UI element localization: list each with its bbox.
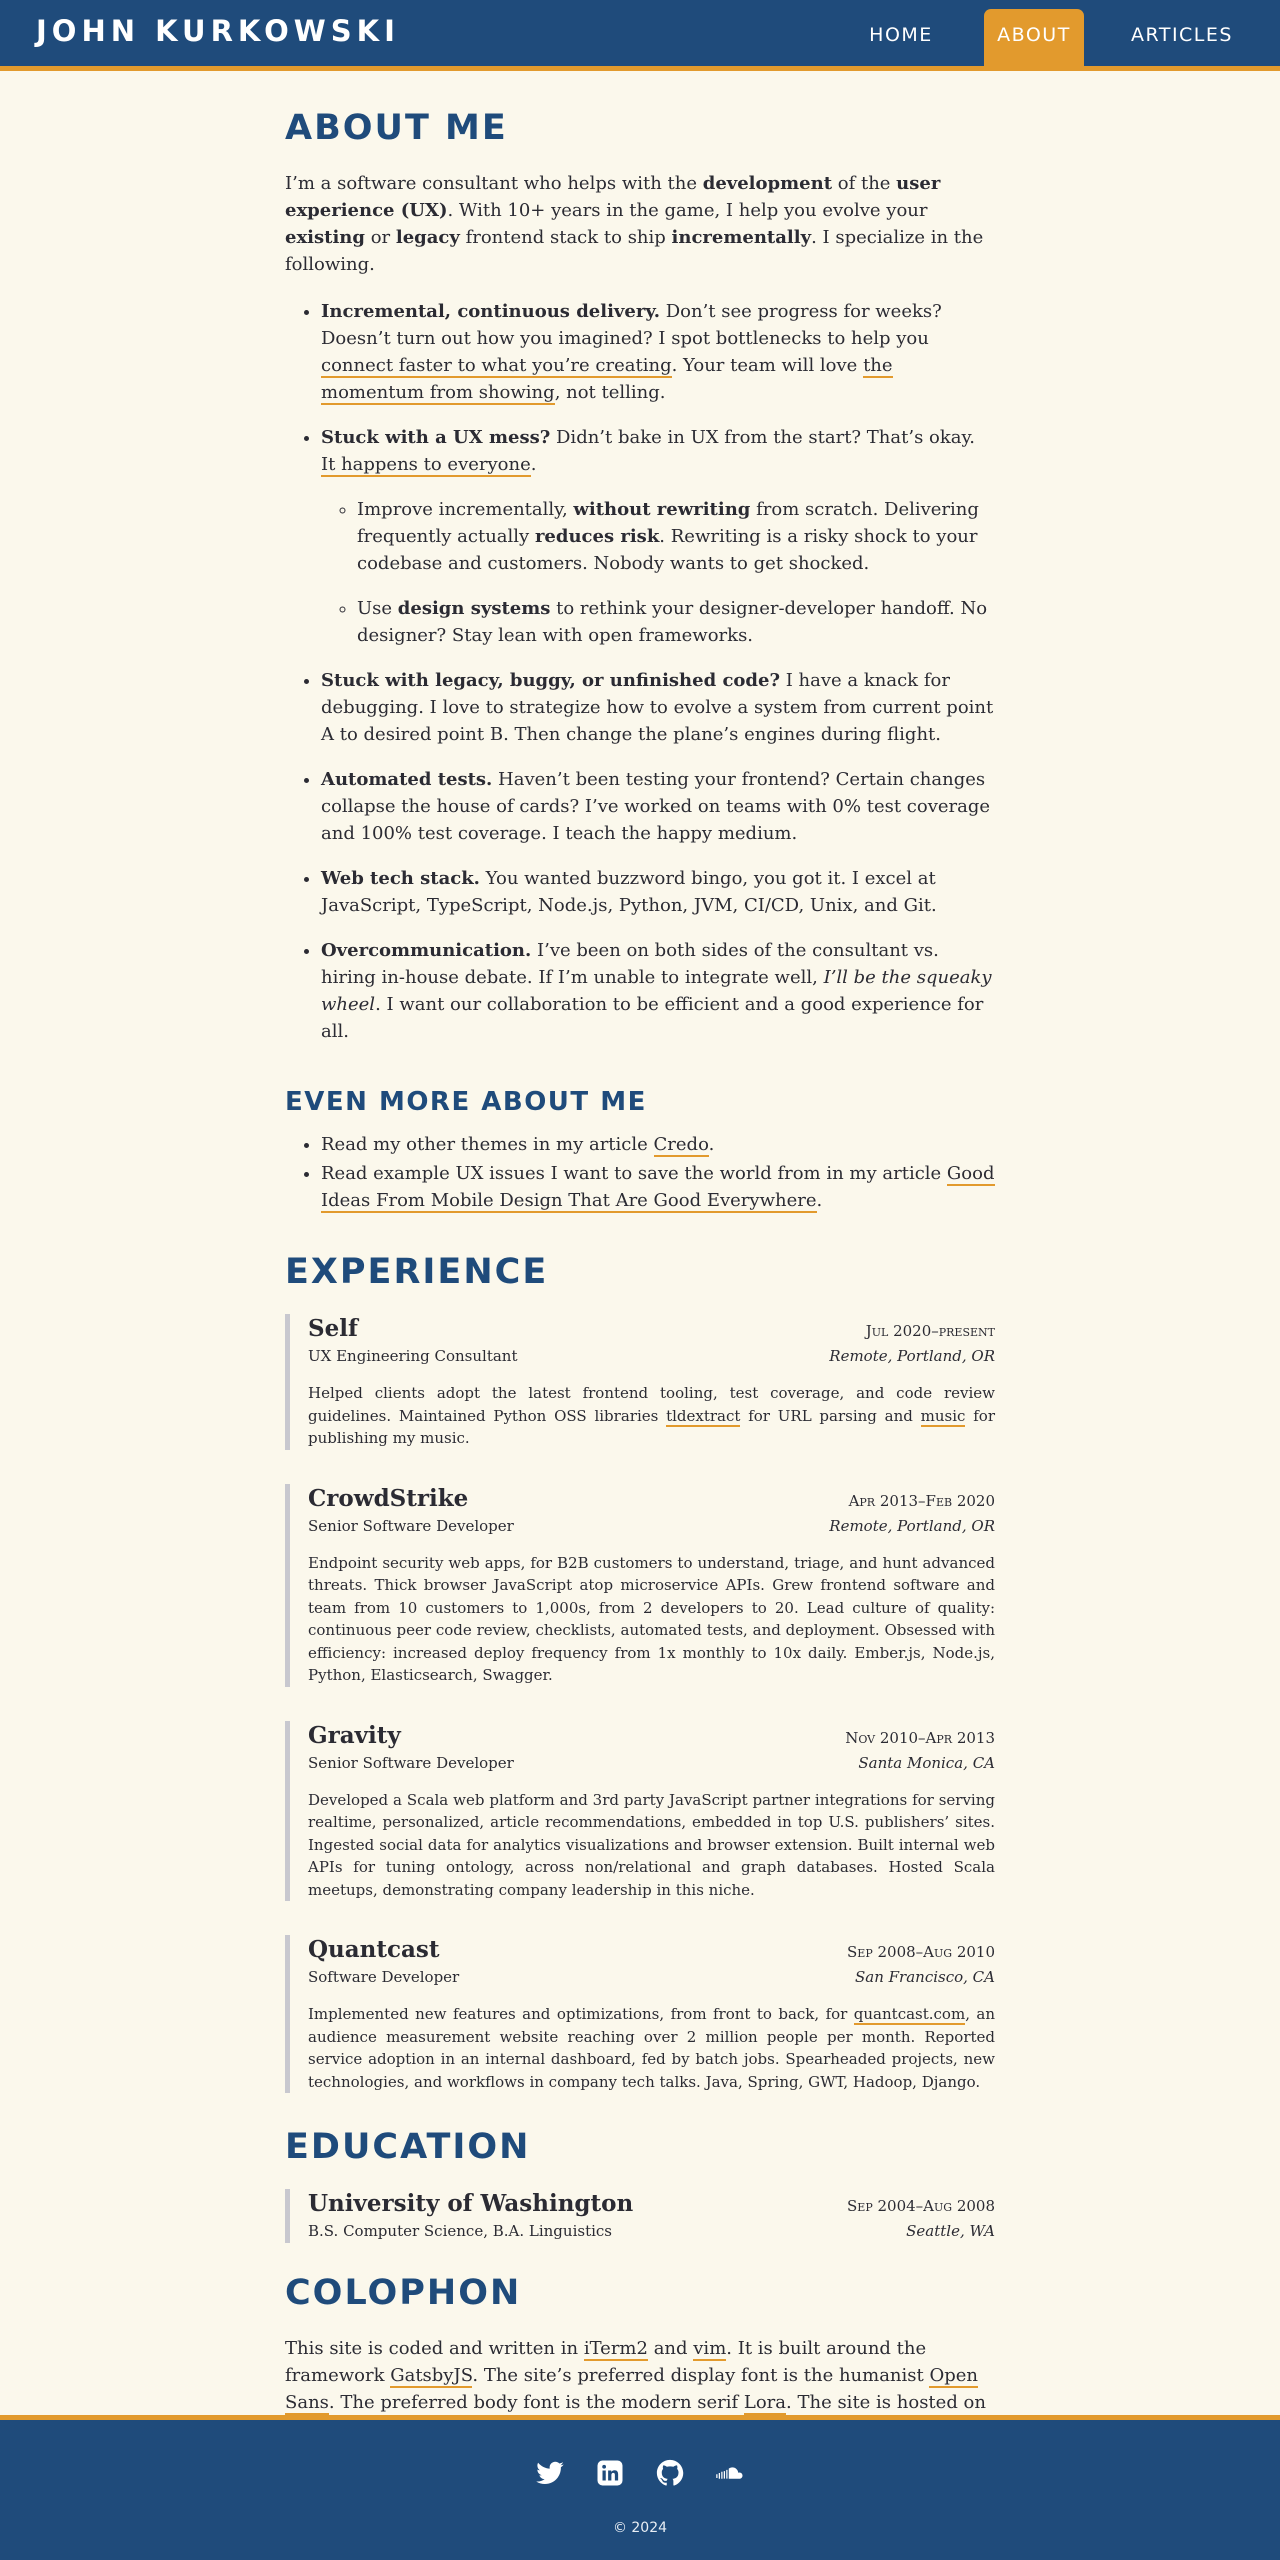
nav-articles-link[interactable]: ARTICLES: [1131, 24, 1233, 46]
site-brand[interactable]: JOHN KURKOWSKI: [36, 14, 400, 48]
job-dates: Nov 2010–Apr 2013: [845, 1728, 995, 1747]
gatsbyjs-link[interactable]: GatsbyJS: [390, 2365, 473, 2386]
colophon-text: This site is coded and written in iTerm2 and vim. It is built around the framework GatsbyJS. The site’s preferred display font is the humanist Open Sans. The preferred body font is the modern serif Lora. The site is hosted on: [285, 2335, 995, 2443]
job-description: Helped clients adopt the latest frontend tooling, test coverage, and code review guidelines. Maintained Python OSS libraries tldextract for URL parsing and music for publishing my music.: [308, 1384, 995, 1447]
twitter-icon[interactable]: [535, 2458, 565, 2488]
job-role: Software Developer: [308, 1968, 460, 1986]
job-company: Quantcast: [308, 1936, 440, 1963]
main-nav: [0, 0, 1280, 66]
more-heading: EVEN MORE ABOUT ME: [285, 1087, 647, 1117]
top-navigation-bar: [0, 0, 1280, 71]
job-role: UX Engineering Consultant: [308, 1347, 518, 1365]
list-item: ◦ Improve incrementally, without rewriting from scratch. Delivering frequently actually reduces risk. Rewriting is a risky shock to your codebase and customers. Nobody wants to get shocked.: [357, 496, 995, 577]
job-role: Senior Software Developer: [308, 1516, 514, 1535]
nav-home-link[interactable]: HOME: [869, 24, 933, 46]
soundcloud-icon[interactable]: [715, 2458, 745, 2488]
job-dates: Jul 2020–present: [865, 1322, 995, 1340]
good-ideas-link[interactable]: Good Ideas From Mobile Design That Are Good Everywhere: [321, 1163, 995, 1211]
credo-link[interactable]: Credo: [653, 1134, 709, 1155]
site-footer: [0, 2415, 1280, 2560]
job-location: Remote, Portland, OR: [829, 1347, 995, 1365]
open-sans-link[interactable]: Open Sans: [285, 2365, 979, 2413]
github-icon[interactable]: [655, 2458, 685, 2488]
list-item: • Stuck with a UX mess? Didn’t bake in UX from the start? That’s okay. It happens to everyone. ◦ Improve incrementally, without rewriting from scratch. Delivering frequently actually reduces risk. Rewriting is a risky shock to your codebase and customers. Nobody wants to get shocked. ◦ Use design systems to rethink your designer-developer handoff. No designer? Stay lean with open frameworks.: [321, 424, 995, 649]
about-heading: ABOUT ME: [285, 108, 508, 148]
job-company: Self: [308, 1315, 358, 1342]
degree: B.S. Computer Science, B.A. Linguistics: [308, 2222, 612, 2240]
social-links: [535, 2458, 745, 2488]
education-location: Seattle, WA: [906, 2222, 995, 2240]
nav-about-link[interactable]: ABOUT: [984, 9, 1084, 68]
iterm2-link[interactable]: iTerm2: [583, 2338, 648, 2359]
connect-faster-link[interactable]: connect faster to what you’re creating: [321, 355, 672, 376]
music-link[interactable]: music: [920, 1406, 966, 1425]
momentum-link[interactable]: the momentum from showing: [321, 355, 893, 403]
happens-to-everyone-link[interactable]: It happens to everyone: [321, 454, 531, 475]
job-description: Implemented new features and optimizations, from front to back, for quantcast.com, an audience measurement website reaching over 2 million people per month. Reported service adoption in an internal dashboard, fed by batch jobs. Spearheaded projects, new technologies, and workflows in company tech talks. Java, Spring, GWT, Hadoop, Django.: [308, 2005, 995, 2091]
job-location: Remote, Portland, OR: [829, 1516, 995, 1535]
job-description: Developed a Scala web platform and 3rd party JavaScript partner integrations for serving realtime, personalized, article recommendations, embedded in top U.S. publishers’ sites. Ingested social data for analytics visualizations and browser extension. Built internal web APIs for tuning ontology, across non/relational and graph databases. Hosted Scala meetups, demonstrating company leadership in this niche.: [308, 1790, 995, 1899]
list-item: • Stuck with legacy, buggy, or unfinished code? I have a knack for debugging. I love to strategize how to evolve a system from current point A to desired point B. Then change the plane’s engines during flight.: [321, 667, 995, 748]
list-item: • Automated tests. Haven’t been testing your frontend? Certain changes collapse the house of cards? I’ve worked on teams with 0% test coverage and 100% test coverage. I teach the happy medium.: [321, 766, 995, 847]
about-intro: I’m a software consultant who helps with the development of the user experience (UX). With 10+ years in the game, I help you evolve your existing or legacy frontend stack to ship incrementally. I specialize in the following.: [285, 173, 984, 275]
school-name: University of Washington: [308, 2190, 634, 2217]
experience-heading: EXPERIENCE: [285, 1252, 549, 1292]
lora-link[interactable]: Lora: [743, 2392, 787, 2413]
list-item: • Overcommunication. I’ve been on both sides of the consultant vs. hiring in-house debate. If I’m unable to integrate well, I’ll be the squeaky wheel. I want our collaboration to be efficient and a good experience for all.: [321, 937, 995, 1045]
linkedin-icon[interactable]: [595, 2458, 625, 2488]
job-dates: Sep 2008–Aug 2010: [847, 1943, 995, 1961]
job-entry-gravity: [285, 1721, 995, 1902]
ux-sublist: [321, 496, 995, 649]
job-location: San Francisco, CA: [854, 1968, 995, 1986]
list-item: • Read example UX issues I want to save the world from in my article Good Ideas From Mobile Design That Are Good Everywhere.: [321, 1160, 995, 1214]
list-item: ◦ Use design systems to rethink your designer-developer handoff. No designer? Stay lean with open frameworks.: [357, 595, 995, 649]
education-dates: Sep 2004–Aug 2008: [847, 2197, 995, 2215]
list-item: • Read my other themes in my article Credo.: [321, 1131, 995, 1158]
job-entry-quantcast: [285, 1935, 995, 2093]
job-company: CrowdStrike: [308, 1484, 469, 1512]
job-entry-self: [285, 1314, 995, 1450]
colophon-heading: COLOPHON: [285, 2273, 522, 2313]
main-content: [285, 104, 995, 2463]
list-item: • Web tech stack. You wanted buzzword bingo, you got it. I excel at JavaScript, TypeScript, Node.js, Python, JVM, CI/CD, Unix, and Git.: [321, 865, 995, 919]
specialties-list: [285, 298, 995, 1045]
job-company: Gravity: [308, 1721, 401, 1749]
copyright-text: © 2024: [612, 2520, 668, 2536]
tldextract-link[interactable]: tldextract: [666, 1406, 741, 1425]
education-heading: EDUCATION: [285, 2127, 531, 2167]
education-entry: [285, 2189, 995, 2243]
job-role: Senior Software Developer: [308, 1753, 514, 1772]
quantcast-link[interactable]: quantcast.com: [853, 2005, 966, 2023]
list-item: • Incremental, continuous delivery. Don’t see progress for weeks? Doesn’t turn out how you imagined? I spot bottlenecks to help you connect faster to what you’re creating. Your team will love the momentum from showing, not telling.: [321, 298, 995, 406]
vim-link[interactable]: vim: [693, 2338, 727, 2359]
more-list: [285, 1131, 995, 1214]
job-description: Endpoint security web apps, for B2B customers to understand, triage, and hunt advanced threats. Thick browser JavaScript atop microservice APIs. Grew frontend software and team from 10 customers to 1,000s, from 2 developers to 20. Lead culture of quality: continuous peer code review, checklists, automated tests, and deployment. Obsessed with efficiency: increased deploy frequency from 1x monthly to 10x daily. Ember.js, Node.js, Python, Elasticsearch, Swagger.: [308, 1553, 995, 1684]
job-entry-crowdstrike: [285, 1484, 995, 1687]
job-dates: Apr 2013–Feb 2020: [848, 1491, 995, 1510]
job-location: Santa Monica, CA: [858, 1753, 995, 1772]
